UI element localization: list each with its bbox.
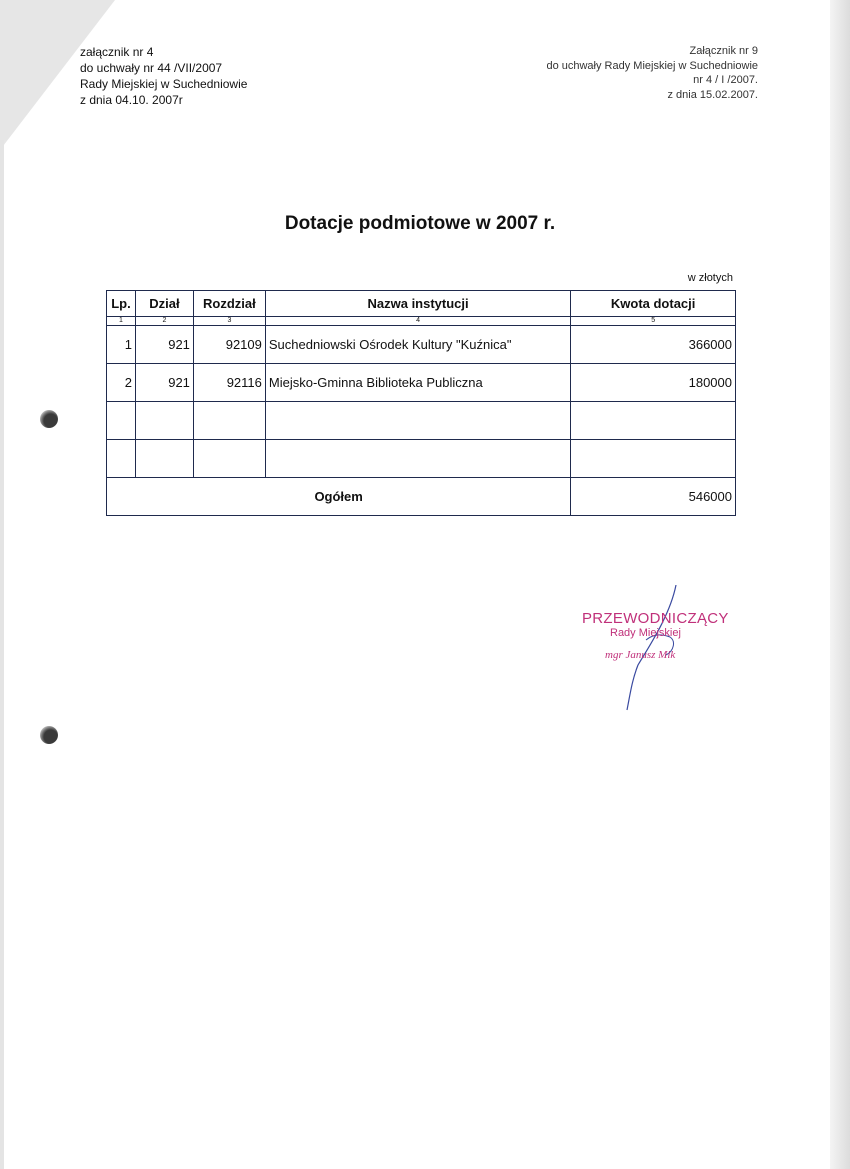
total-value: 546000: [571, 478, 736, 516]
page-right-edge: [830, 0, 850, 1169]
cell-kwota: 180000: [571, 364, 736, 402]
header-left-line2: do uchwały nr 44 /VII/2007: [80, 61, 223, 75]
cell-kwota: 366000: [571, 326, 736, 364]
cell-dzial: 921: [135, 326, 193, 364]
unit-note: w złotych: [687, 272, 733, 284]
empty-cell: [107, 402, 136, 440]
column-number: 3: [193, 317, 265, 326]
total-label: Ogółem: [107, 478, 571, 516]
empty-cell: [193, 440, 265, 478]
header-right-line1: Załącznik nr 9: [689, 45, 758, 57]
empty-cell: [571, 440, 736, 478]
empty-cell: [135, 440, 193, 478]
header-left-line3: Rady Miejskiej w Suchedniowie: [80, 77, 248, 91]
empty-cell: [193, 402, 265, 440]
header-right-line3: nr 4 / I /2007.: [693, 74, 758, 86]
column-number: 2: [135, 317, 193, 326]
stamp-title: PRZEWODNICZĄCY: [582, 610, 729, 627]
column-number-row: [107, 317, 736, 326]
empty-cell: [265, 402, 570, 440]
cell-rozdzial: 92109: [193, 326, 265, 364]
table-row: [107, 364, 736, 402]
header-rozdzial: Rozdział: [193, 291, 265, 317]
header-dzial: Dział: [135, 291, 193, 317]
header-right: [546, 44, 758, 102]
cell-lp: 2: [107, 364, 136, 402]
empty-cell: [135, 402, 193, 440]
header-left: [80, 44, 247, 108]
header-lp: Lp.: [107, 291, 136, 317]
total-row: [107, 478, 736, 516]
column-number: 5: [571, 317, 736, 326]
header-right-line2: do uchwały Rady Miejskiej w Suchedniowie: [546, 59, 758, 72]
cell-dzial: 921: [135, 364, 193, 402]
chairman-stamp: [580, 585, 740, 715]
header-kwota: Kwota dotacji: [571, 291, 736, 317]
empty-row: [107, 402, 736, 440]
header-left-line4: z dnia 04.10. 2007r: [80, 93, 183, 107]
stamp-subtitle: Rady Miejskiej: [610, 627, 681, 639]
column-number: 4: [265, 317, 570, 326]
punch-hole-top: [40, 410, 58, 428]
table-header-row: [107, 291, 736, 317]
cell-lp: 1: [107, 326, 136, 364]
header-right-line4: z dnia 15.02.2007.: [667, 88, 758, 101]
page-left-edge: [0, 140, 4, 1169]
stamp-name: mgr Janusz Mik: [605, 649, 676, 661]
empty-cell: [107, 440, 136, 478]
empty-cell: [265, 440, 570, 478]
column-number: 1: [107, 317, 136, 326]
empty-row: [107, 440, 736, 478]
table-row: [107, 326, 736, 364]
cell-rozdzial: 92116: [193, 364, 265, 402]
header-left-line1: załącznik nr 4: [80, 45, 154, 59]
cell-nazwa: Suchedniowski Ośrodek Kultury "Kuźnica": [265, 326, 570, 364]
cell-nazwa: Miejsko-Gminna Biblioteka Publiczna: [265, 364, 570, 402]
document-title: Dotacje podmiotowe w 2007 r.: [284, 213, 556, 234]
subsidy-table: [106, 290, 736, 516]
punch-hole-bottom: [40, 726, 58, 744]
empty-cell: [571, 402, 736, 440]
header-nazwa: Nazwa instytucji: [265, 291, 570, 317]
